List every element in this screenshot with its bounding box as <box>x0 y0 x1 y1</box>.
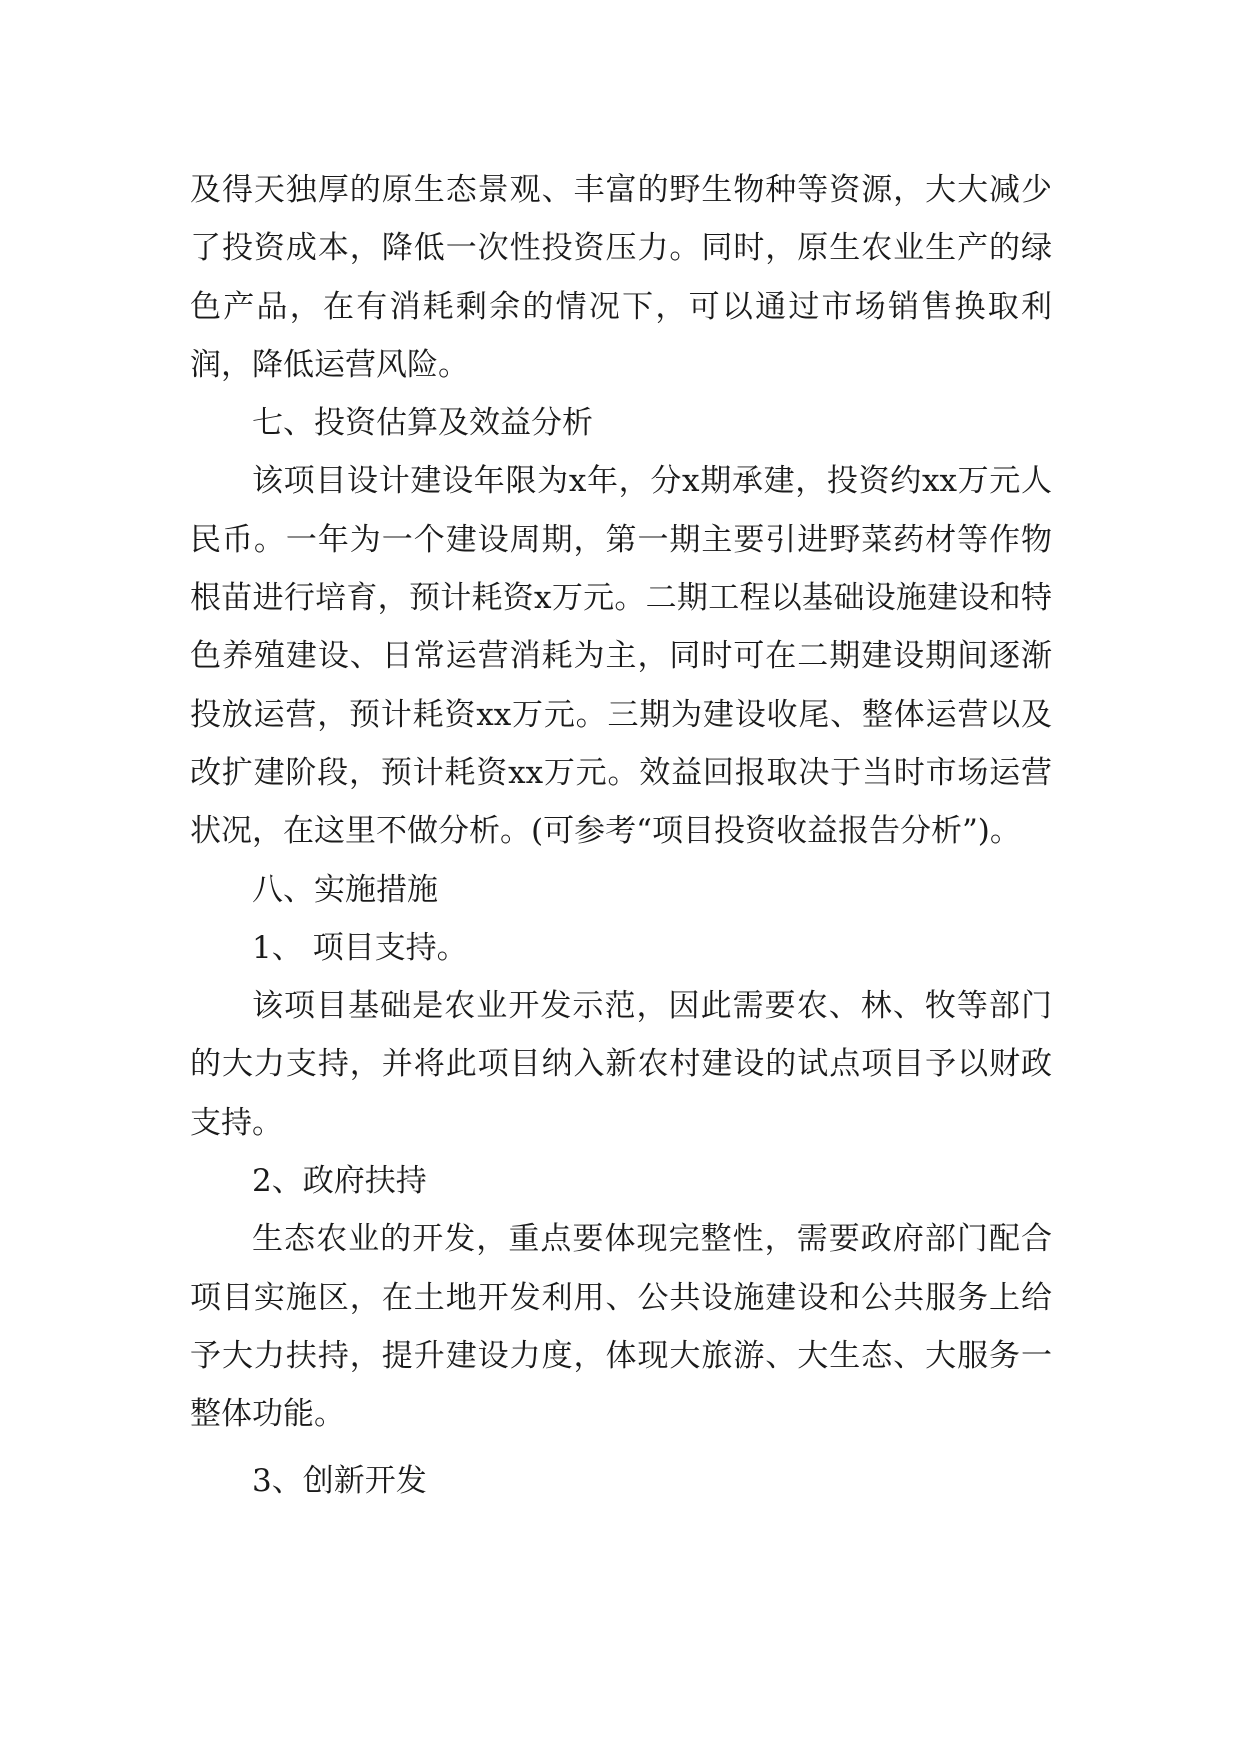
subheading-government-support: 2、政府扶持 <box>252 1163 427 1200</box>
subheading-project-support: 1、 项目支持。 <box>252 929 468 966</box>
paragraph-investment: 该项目设计建设年限为x年，分x期承建，投资约xx万元人民币。一年为一个建设周期，第一期主要引进野菜药材等作物根苗进行培育，预计耗资x万元。二期工程以基础设施建设和特色养殖建设、日常运营消耗为主，同时可在二期建设期间逐渐投放运营，预计耗资xx万元。三期为建设收尾、整体运营以及改扩建阶段，预计耗资xx万元。效益回报取决于当时市场运营状况，在这里不做分析。(可参考“项目投资收益报告分析”)。 <box>190 463 1052 850</box>
document-body <box>190 161 1052 1510</box>
paragraph-resources: 及得天独厚的原生态景观、丰富的野生物种等资源，大大减少了投资成本，降低一次性投资压力。同时，原生农业生产的绿色产品，在有消耗剩余的情况下，可以通过市场销售换取利润，降低运营风险。 <box>190 172 1052 383</box>
subheading-innovation: 3、创新开发 <box>252 1462 427 1499</box>
section-heading-investment: 七、投资估算及效益分析 <box>252 405 593 442</box>
section-heading-measures: 八、实施措施 <box>252 871 438 908</box>
paragraph-project-support: 该项目基础是农业开发示范，因此需要农、林、牧等部门的大力支持，并将此项目纳入新农村建设的试点项目予以财政支持。 <box>190 988 1052 1141</box>
paragraph-government-support: 生态农业的开发，重点要体现完整性，需要政府部门配合项目实施区，在土地开发利用、公共设施建设和公共服务上给予大力扶持，提升建设力度，体现大旅游、大生态、大服务一整体功能。 <box>190 1221 1052 1433</box>
